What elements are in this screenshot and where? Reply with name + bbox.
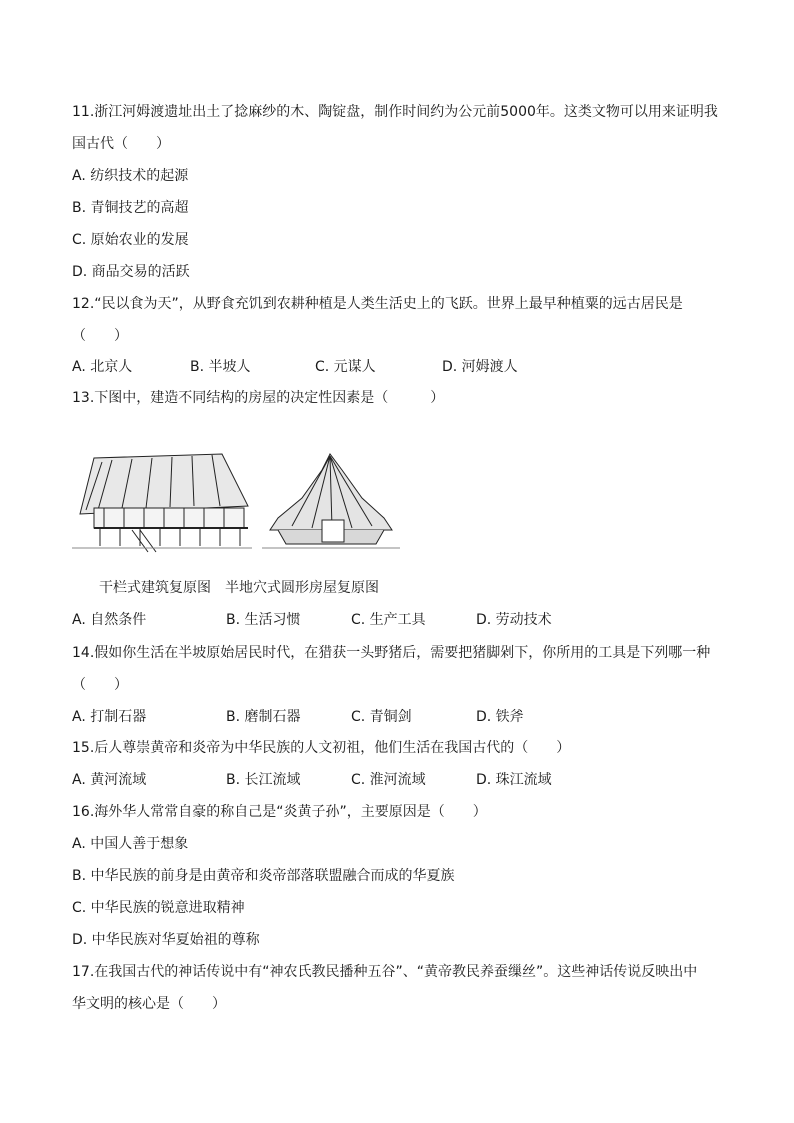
q12-option-b: B. 半坡人 [190, 359, 251, 375]
q14-stem-line2: （ ） [72, 677, 128, 693]
q12-option-a: A. 北京人 [72, 359, 133, 375]
q13-caption-left: 干栏式建筑复原图 [99, 580, 211, 596]
q14-option-c: C. 青铜剑 [351, 709, 412, 725]
q14-option-b: B. 磨制石器 [226, 709, 301, 725]
stilt-house-image [72, 454, 252, 552]
q15-option-a: A. 黄河流域 [72, 772, 147, 788]
q15-option-c: C. 淮河流域 [351, 772, 426, 788]
q11-option-c: C. 原始农业的发展 [72, 232, 189, 248]
q15-option-b: B. 长江流域 [226, 772, 301, 788]
q13-stem-line1: 13.下图中，建造不同结构的房屋的决定性因素是（ ） [72, 390, 445, 406]
q17-stem-line2: 华文明的核心是（ ） [72, 996, 226, 1012]
q14-option-a: A. 打制石器 [72, 709, 147, 725]
q11-option-a: A. 纺织技术的起源 [72, 168, 189, 184]
q14-stem-line1: 14.假如你生活在半坡原始居民时代，在猎获一头野猪后，需要把猪脚剁下，你所用的工具是下列哪一种 [72, 645, 711, 661]
house-figure-svg [72, 448, 412, 558]
q13-caption-right: 半地穴式圆形房屋复原图 [225, 580, 379, 596]
q12-option-c: C. 元谋人 [315, 359, 376, 375]
q16-stem-line1: 16.海外华人常常自豪的称自己是“炎黄子孙”，主要原因是（ ） [72, 804, 487, 820]
q13-option-a: A. 自然条件 [72, 612, 147, 628]
q14-option-d: D. 铁斧 [476, 709, 524, 725]
q13-option-b: B. 生活习惯 [226, 612, 301, 628]
q15-stem-line1: 15.后人尊崇黄帝和炎帝为中华民族的人文初祖，他们生活在我国古代的（ ） [72, 740, 571, 756]
house-illustrations [72, 448, 412, 558]
q12-stem-line1: 12.“民以食为天”，从野食充饥到农耕种植是人类生活史上的飞跃。世界上最早种植粟的远古居民是 [72, 296, 683, 312]
q16-option-a: A. 中国人善于想象 [72, 836, 189, 852]
q13-option-d: D. 劳动技术 [476, 612, 552, 628]
q16-option-b: B. 中华民族的前身是由黄帝和炎帝部落联盟融合而成的华夏族 [72, 868, 455, 884]
q17-stem-line1: 17.在我国古代的神话传说中有“神农氏教民播种五谷”、“黄帝教民养蚕缫丝”。这些神话传说反映出中 [72, 964, 698, 980]
q11-stem-line1: 11.浙江河姆渡遗址出土了捻麻纱的木、陶锭盘，制作时间约为公元前5000年。这类文物可以用来证明我 [72, 104, 718, 120]
q11-option-b: B. 青铜技艺的高超 [72, 200, 189, 216]
round-house-image [262, 454, 400, 548]
q16-option-c: C. 中华民族的锐意进取精神 [72, 900, 245, 916]
q15-option-d: D. 珠江流域 [476, 772, 552, 788]
q13-option-c: C. 生产工具 [351, 612, 426, 628]
q12-stem-line2: （ ） [72, 328, 128, 344]
q11-stem-line2: 国古代（ ） [72, 136, 170, 152]
q11-option-d: D. 商品交易的活跃 [72, 264, 190, 280]
q16-option-d: D. 中华民族对华夏始祖的尊称 [72, 932, 260, 948]
q12-option-d: D. 河姆渡人 [442, 359, 518, 375]
